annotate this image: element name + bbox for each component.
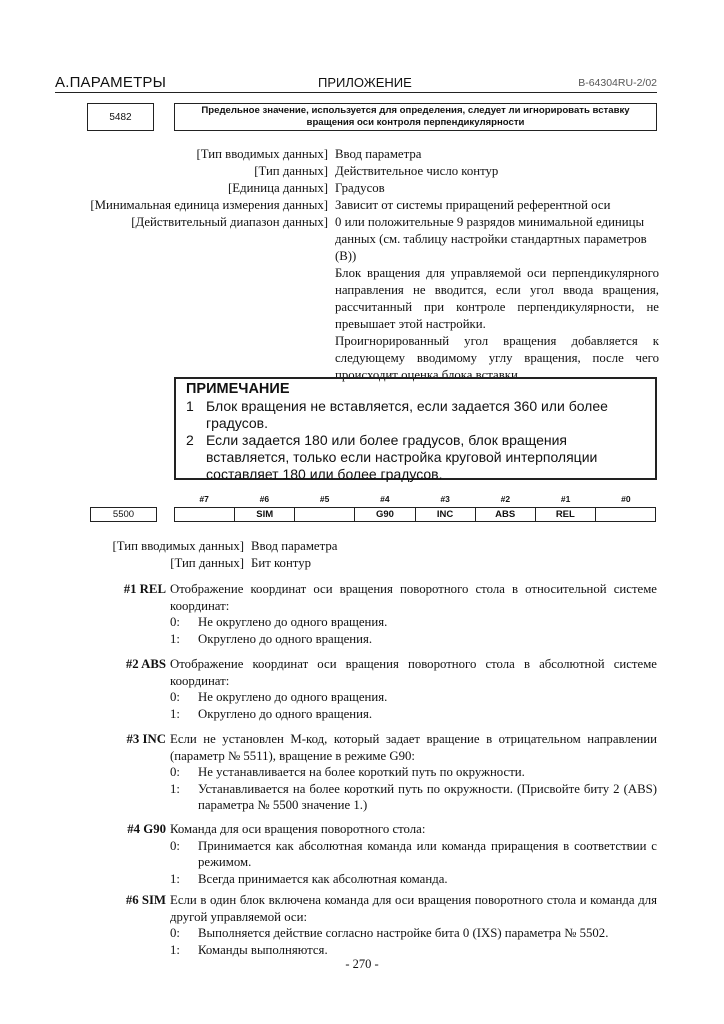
bit-cell: INC [415,508,475,521]
bit-description-rel [100,581,657,647]
option-value: 0: [170,838,180,853]
note-item [186,398,647,432]
attribute-row [60,197,670,214]
parameter-number-5482: 5482 [87,103,154,131]
bit-table [174,507,656,522]
bit-cell: SIM [234,508,294,521]
note-item [186,432,647,483]
option-text: Принимается как абсолютная команда или команда приращения в соответствии с режимом. [198,838,657,869]
bit-text: Отображение координат оси вращения поворотного стола в относительной системе координат: [170,582,657,613]
bit-header: #7 [199,494,209,504]
page-header [55,74,657,93]
attribute-label: [Минимальная единица измерения данных] [90,198,328,212]
attribute-value: Градусов [335,181,385,195]
attribute-label: [Тип вводимых данных] [196,147,328,161]
option-value: 0: [170,615,180,629]
parameter-attributes-5482 [60,146,670,384]
parameter-title-5482: Предельное значение, используется для определения, следует ли игнорировать вставку вращения оси контроля перпендикулярности [174,103,657,131]
bit-key: #4 G90 [127,822,166,836]
note-box [174,377,657,480]
bit-key: #3 INC [126,732,166,746]
option-text: Не округлено до одного вращения. [198,615,388,629]
bit-cell: ABS [475,508,535,521]
option-value: 1: [170,781,180,796]
bit-cell: REL [535,508,595,521]
attribute-value: Бит контур [251,556,312,570]
note-item-number: 1 [186,398,194,414]
bit-description-abs [100,656,657,722]
bit-text: Если не установлен M-код, который задает вращение в отрицательном направлении (параметр № 5511), вращение в режиме G90: [170,732,657,763]
note-item-text: Блок вращения не вставляется, если задается 360 или более градусов. [206,398,608,431]
option-value: 1: [170,706,180,721]
attribute-label: [Тип данных] [170,556,244,570]
note-item-number: 2 [186,432,194,448]
bit-key: #2 ABS [125,657,166,671]
option-text: Округлено до одного вращения. [198,631,373,646]
bit-cell [294,508,354,521]
bit-header-row [174,494,656,504]
bit-header: #2 [500,494,511,504]
bit-description-inc [100,731,657,814]
attribute-row [60,538,575,555]
option-value: 0: [170,690,180,704]
bit-key: #1 REL [123,582,166,596]
description-row [60,265,670,333]
attribute-value: Ввод параметра [335,147,422,161]
option-value: 1: [170,871,180,886]
bit-cell [175,508,234,521]
bit-header: #0 [621,494,631,504]
bit-description-g90 [100,821,657,887]
option-text: Всегда принимается как абсолютная команда. [198,871,448,886]
attribute-row [60,555,575,572]
attribute-value: Зависит от системы приращений референтной оси [335,198,611,212]
attribute-label: [Действительный диапазон данных] [131,215,328,229]
bit-header: #4 [380,494,390,504]
option-text: Команды выполняются. [198,942,328,957]
option-value: 1: [170,631,180,646]
note-item-text: Если задается 180 или более градусов, блок вращения вставляется, только если настройка круговой интерполяции составляет 180 или более градусов. [206,432,598,482]
note-title: ПРИМЕЧАНИЕ [186,381,290,397]
bit-header: #1 [560,494,571,504]
bit-text: Команда для оси вращения поворотного стола: [170,822,426,836]
attribute-label: [Тип вводимых данных] [112,539,244,553]
option-text: Не устанавливается на более короткий путь по окружности. [198,765,525,779]
attribute-value: Ввод параметра [251,539,338,553]
attribute-row [60,180,670,197]
option-text: Устанавливается на более короткий путь по окружности. (Присвойте биту 2 (ABS) параметра № 5500 значение 1.) [198,781,657,812]
attribute-label: [Единица данных] [227,181,328,195]
option-text: Округлено до одного вращения. [198,706,373,721]
option-value: 0: [170,765,180,779]
option-value: 1: [170,942,180,957]
bit-header: #5 [319,494,330,504]
bit-header: #6 [259,494,270,504]
bit-text: Если в один блок включена команда для оси вращения поворотного стола и команда для другой управляемой оси: [170,893,657,924]
option-text: Выполняется действие согласно настройке бита 0 (IXS) параметра № 5502. [198,926,609,940]
attribute-row [60,214,670,265]
bit-description-sim [100,892,657,958]
parameter-attributes-5500 [60,538,575,572]
attribute-value: Действительное число контур [335,164,499,178]
parameter-number-5500: 5500 [90,507,157,522]
description-paragraph: Проигнорированный угол вращения добавляется к следующему вводимому углу вращения, после чего происходит оценка блока вставки. [335,334,659,382]
bit-header: #3 [440,494,450,504]
bit-cell [595,508,655,521]
attribute-label: [Тип данных] [254,164,328,178]
page-number: - 270 - [345,957,379,971]
appendix-label: ПРИЛОЖЕНИЕ [318,75,412,90]
option-value: 0: [170,926,180,940]
bit-cell: G90 [354,508,414,521]
section-title: А.ПАРАМЕТРЫ [55,74,167,91]
attribute-row [60,146,670,163]
attribute-row [60,163,670,180]
document-code: B-64304RU-2/02 [578,77,657,89]
bit-text: Отображение координат оси вращения поворотного стола в абсолютной системе координат: [170,657,657,688]
attribute-value: 0 или положительные 9 разрядов минимальной единицы данных (см. таблицу настройки стандартных параметров (B)) [335,215,647,263]
option-text: Не округлено до одного вращения. [198,690,388,704]
bit-key: #6 SIM [125,893,166,907]
description-paragraph: Блок вращения для управляемой оси перпендикулярного направления не вводится, если угол ввода вращения, рассчитанный при контроле перпендикулярности, не превышает этой настройки. [335,266,659,331]
